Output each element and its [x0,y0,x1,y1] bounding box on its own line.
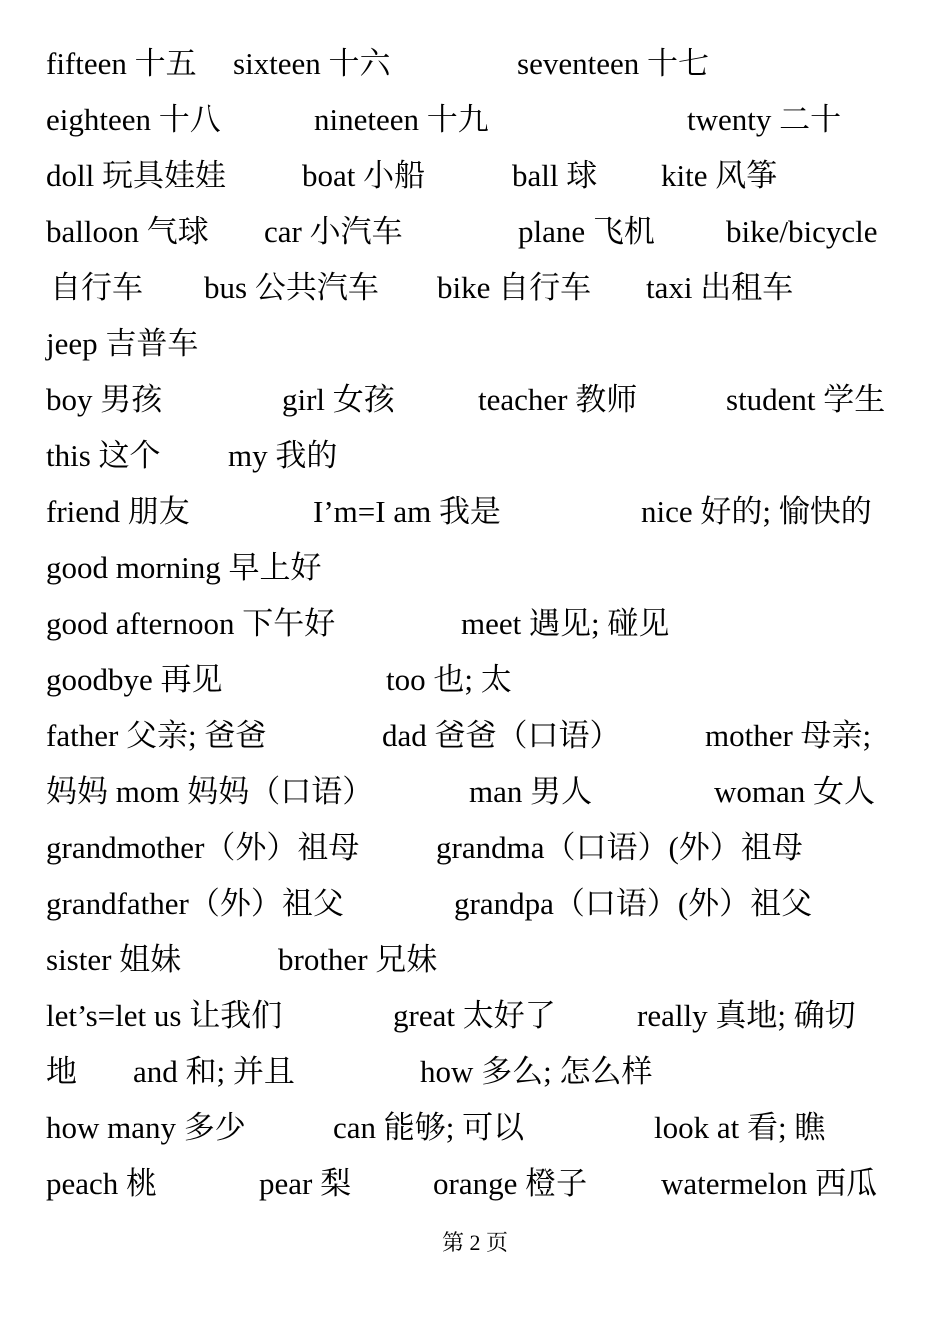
vocab-entry: girl 女孩 [282,382,395,417]
vocab-entry: how 多么; 怎么样 [420,1054,653,1089]
vocab-entry: watermelon 西瓜 [661,1166,878,1201]
vocab-line [46,260,916,316]
vocab-entry: father 父亲; 爸爸 [46,718,267,753]
vocab-entry: jeep 吉普车 [46,326,199,361]
vocab-entry: fifteen 十五 [46,46,197,81]
vocab-line [46,316,916,372]
vocab-entry: peach 桃 [46,1166,158,1201]
vocab-line [46,1156,916,1212]
vocab-entry: seventeen 十七 [517,46,709,81]
page-number: 第 2 页 [441,1230,508,1255]
vocab-entry: nineteen 十九 [314,102,489,137]
vocab-entry: great 太好了 [393,998,556,1033]
vocab-line [46,764,916,820]
vocab-entry: bike 自行车 [437,270,592,305]
vocab-entry: 自行车 [50,270,143,305]
vocab-line [46,708,916,764]
vocab-entry: sixteen 十六 [233,46,391,81]
vocab-entry: grandfather（外）祖父 [46,886,344,921]
vocab-entry: twenty 二十 [687,102,842,137]
vocab-line [46,652,916,708]
vocab-line [46,372,916,428]
vocab-entry: kite 风筝 [661,158,778,193]
vocab-entry: how many 多少 [46,1110,246,1145]
vocab-entry: this 这个 [46,438,161,473]
vocab-entry: boat 小船 [302,158,426,193]
vocab-line [46,1044,916,1100]
vocab-entry: brother 兄妹 [278,942,438,977]
vocab-entry: my 我的 [228,438,338,473]
vocab-entry: too 也; 太 [386,662,512,697]
vocab-entry: good morning 早上好 [46,550,322,585]
vocab-entry: woman 女人 [714,774,876,809]
vocabulary-page [46,36,916,1212]
vocab-entry: 地 [46,1054,77,1089]
vocab-entry: really 真地; 确切 [637,998,856,1033]
vocab-entry: sister 姐妹 [46,942,182,977]
vocab-entry: bike/bicycle [726,214,878,249]
vocab-entry: dad 爸爸（口语） [382,718,621,753]
vocab-entry: grandmother（外）祖母 [46,830,360,865]
vocab-entry: mother 母亲; [705,718,872,753]
vocab-line [46,540,916,596]
vocab-entry: good afternoon 下午好 [46,606,336,641]
vocab-line [46,876,916,932]
vocab-line [46,1100,916,1156]
vocab-entry: man 男人 [469,774,593,809]
vocab-line [46,932,916,988]
vocab-entry: I’m=I am 我是 [313,494,501,529]
vocab-line [46,596,916,652]
vocab-entry: balloon 气球 [46,214,209,249]
vocab-entry: and 和; 并且 [133,1054,295,1089]
vocab-entry: teacher 教师 [478,382,638,417]
vocab-entry: doll 玩具娃娃 [46,158,226,193]
vocab-entry: eighteen 十八 [46,102,221,137]
vocab-entry: ball 球 [512,158,598,193]
vocab-entry: orange 橙子 [433,1166,588,1201]
vocab-line [46,204,916,260]
vocab-entry: nice 好的; 愉快的 [641,494,872,529]
vocab-entry: let’s=let us 让我们 [46,998,283,1033]
vocab-entry: taxi 出租车 [646,270,794,305]
vocab-line [46,148,916,204]
vocab-entry: boy 男孩 [46,382,163,417]
vocab-line [46,36,916,92]
vocab-line [46,988,916,1044]
vocab-entry: car 小汽车 [264,214,403,249]
vocab-entry: bus 公共汽车 [204,270,379,305]
vocab-line [46,484,916,540]
vocab-entry: grandma（口语）(外）祖母 [436,830,803,865]
vocab-line [46,428,916,484]
vocab-entry: grandpa（口语）(外）祖父 [454,886,813,921]
vocab-entry: plane 飞机 [518,214,655,249]
vocab-entry: 妈妈 mom 妈妈（口语） [46,774,374,809]
vocab-entry: look at 看; 瞧 [654,1110,826,1145]
vocab-entry: goodbye 再见 [46,662,223,697]
vocab-line [46,820,916,876]
vocab-entry: pear 梨 [259,1166,352,1201]
vocab-entry: can 能够; 可以 [333,1110,525,1145]
vocab-entry: student 学生 [726,382,886,417]
vocab-entry: friend 朋友 [46,494,190,529]
vocab-entry: meet 遇见; 碰见 [461,606,670,641]
vocab-line [46,92,916,148]
